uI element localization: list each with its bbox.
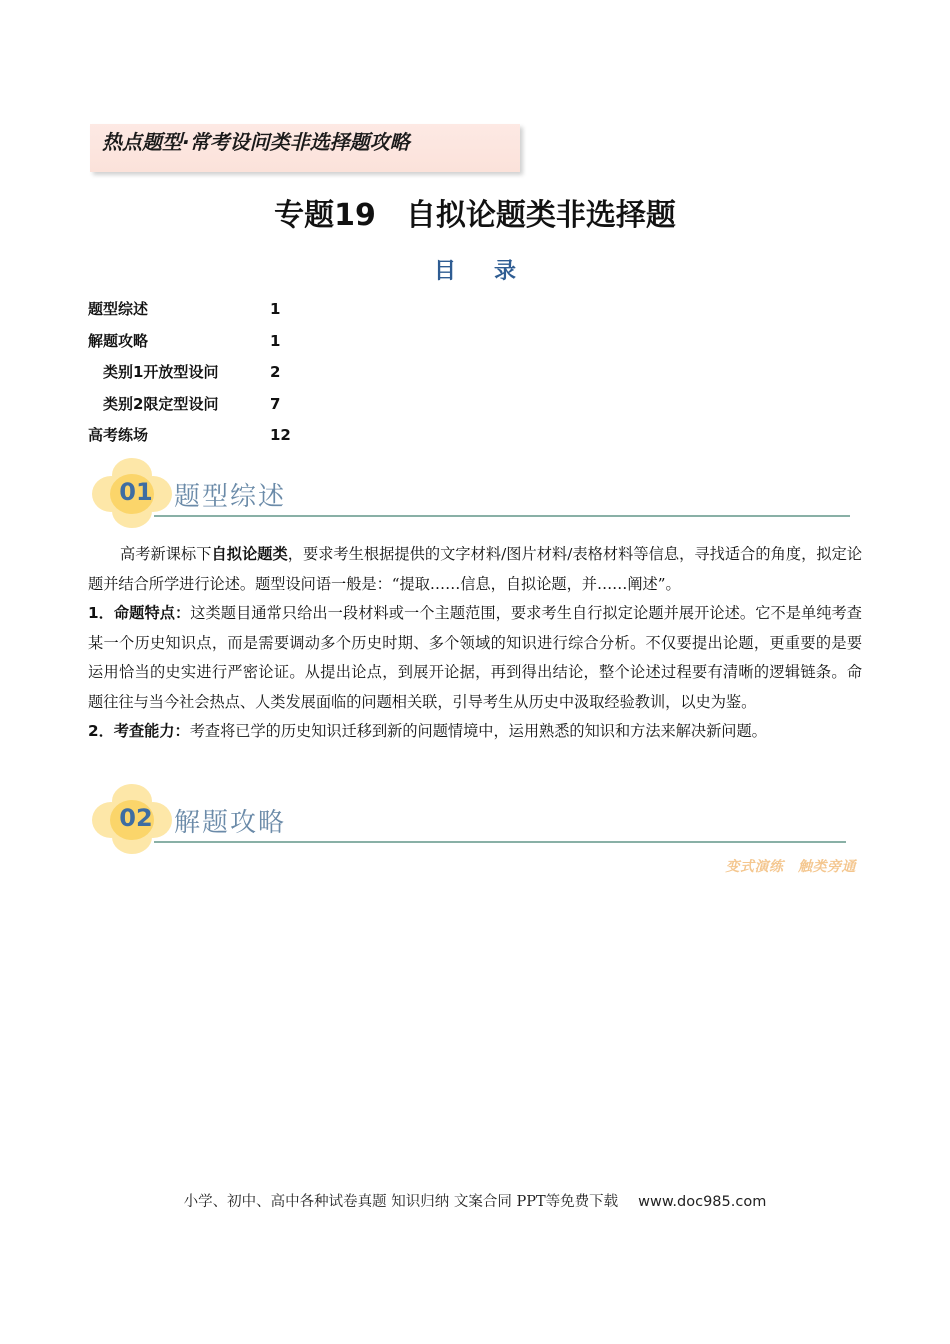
toc-item-label: 类别2限定型设问 xyxy=(103,394,219,413)
ability-paragraph xyxy=(88,717,862,747)
section-header-strategy xyxy=(92,784,862,864)
intro-text: 高考新课标下 xyxy=(120,545,212,563)
toc-item-label: 类别1开放型设问 xyxy=(103,363,219,381)
toc-item[interactable] xyxy=(88,328,348,360)
practice-tagline: 变式演练 触类旁通 xyxy=(725,859,856,875)
page-title: 专题19 自拟论题类非选择题 xyxy=(274,198,676,233)
banner-text: 热点题型·常考设问类非选择题攻略 xyxy=(102,130,410,154)
feature-text: 这类题目通常只给出一段材料或一个主题范围，要求考生自行拟定论题并展开论述。它不是单纯考查某一个历史知识点，而是需要调动多个历史时期、多个领域的知识进行综合分析。不仅要提出论题，更重要的是要运用恰当的史实进行严密论证。从提出论点，到展开论据，再到得出结论，整个论述过程要有清晰的逻辑链条。命题往往与当今社会热点、人类发展面临的问题相关联，引导考生从历史中汲取经验教训，以史为鉴。 xyxy=(88,604,862,711)
ability-label: 2．考查能力： xyxy=(88,722,190,740)
toc-item-page: 12 xyxy=(270,426,291,444)
section-title: 题型综述 xyxy=(174,482,287,512)
toc-item-label: 题型综述 xyxy=(88,300,149,318)
footer-text: 小学、初中、高中各种试卷真题 知识归纳 文案合同 PPT等免费下载 xyxy=(183,1194,619,1210)
section-number: 02 xyxy=(119,804,153,832)
table-of-contents xyxy=(88,296,348,454)
toc-item[interactable] xyxy=(88,422,348,454)
section-divider xyxy=(154,841,846,843)
toc-item-label: 高考练场 xyxy=(88,426,149,444)
section-title: 解题攻略 xyxy=(174,808,287,838)
section-divider xyxy=(154,515,850,517)
footer-link[interactable]: www.doc985.com xyxy=(638,1194,767,1210)
toc-item[interactable] xyxy=(88,391,348,423)
topic-banner xyxy=(90,124,520,172)
toc-item-label: 解题攻略 xyxy=(88,331,149,350)
toc-item[interactable] xyxy=(88,359,348,391)
section-header-overview xyxy=(92,458,862,538)
section-number: 01 xyxy=(119,478,153,506)
feature-label: 1．命题特点： xyxy=(88,604,191,622)
toc-item-page: 1 xyxy=(270,300,281,318)
feature-paragraph xyxy=(88,599,862,717)
toc-item-page: 2 xyxy=(270,363,281,381)
toc-item[interactable] xyxy=(88,296,348,328)
intro-keyword: 自拟论题类 xyxy=(211,545,288,563)
overview-body xyxy=(88,540,862,747)
intro-text-rest: ，要求考生根据提供的文字材料/图片材料/表格材料等信息，寻找适合的角度，拟定论题并结合所学进行论述。题型设问语一般是：“提取……信息，自拟论题，并……阐述”。 xyxy=(88,545,863,593)
toc-item-page: 1 xyxy=(270,331,281,350)
page-footer xyxy=(0,1190,950,1211)
toc-heading: 目录 xyxy=(433,259,554,284)
toc-item-page: 7 xyxy=(270,394,281,413)
ability-text: 考查将已学的历史知识迁移到新的问题情境中，运用熟悉的知识和方法来解决新问题。 xyxy=(189,722,767,740)
intro-paragraph xyxy=(88,540,862,599)
